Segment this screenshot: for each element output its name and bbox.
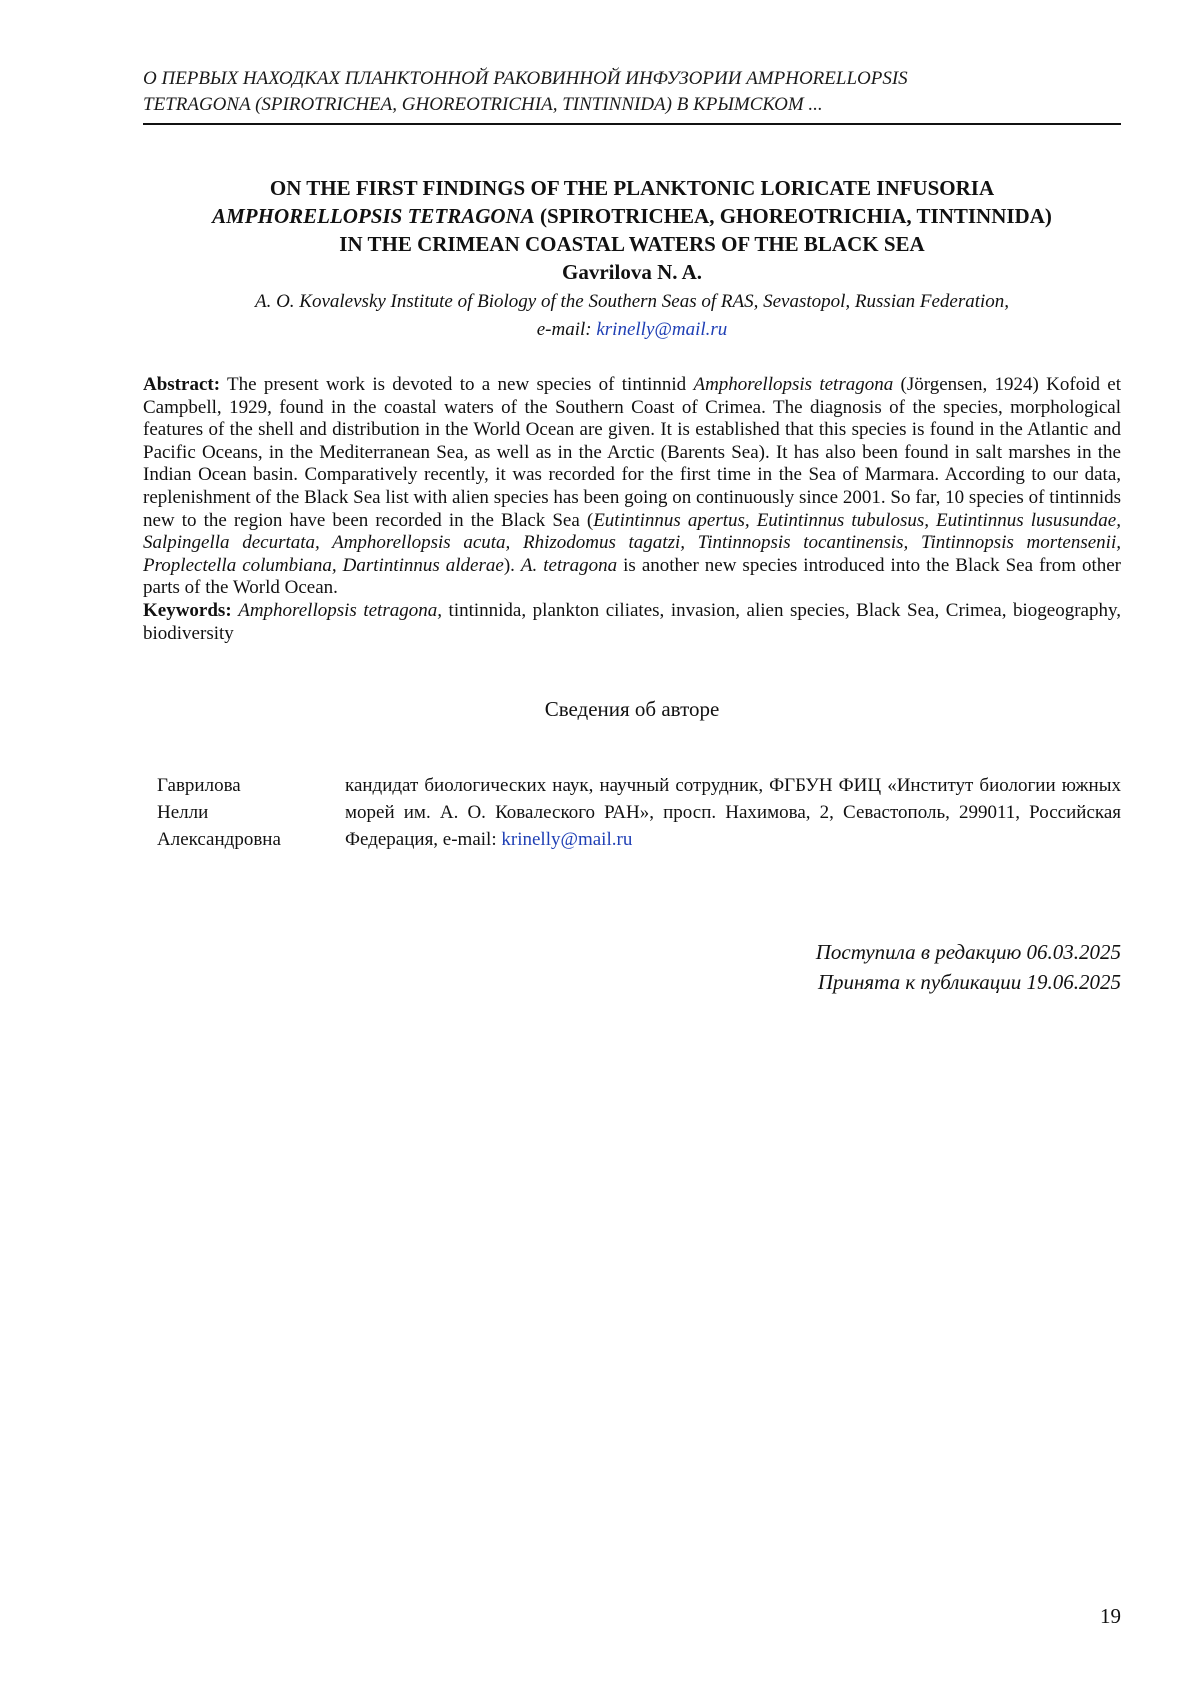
author-details-text: кандидат биологических наук, научный сотрудник, ФГБУН ФИЦ «Институт биологии южных морей им. А. О. Ковалеского РАН», просп. Нахимова, 2, Севастополь, 299011, Российская Федерация, e-mail: [345, 775, 1121, 850]
email-label: e-mail: [536, 319, 597, 340]
keywords-label: Keywords: [143, 599, 232, 621]
author-surname: Гаврилова [157, 775, 241, 796]
abstract-species-1: Amphorellopsis tetragona [693, 374, 894, 395]
author-email-line [120, 316, 1144, 344]
abstract-block [143, 374, 1121, 645]
accepted-date: Принята к публикации 19.06.2025 [817, 970, 1121, 994]
abstract-paragraph [143, 374, 1121, 600]
received-date: Поступила в редакцию 06.03.2025 [815, 940, 1121, 964]
author-affiliation: A. O. Kovalevsky Institute of Biology of the Southern Seas of RAS, Sevastopol, Russian Federation, [254, 291, 1010, 312]
title-line-1: ON THE FIRST FINDINGS OF THE PLANKTONIC LORICATE INFUSORIA [269, 176, 995, 200]
abstract-species-2: A. tetragona [520, 554, 618, 576]
email-link[interactable]: krinelly@mail.ru [596, 319, 728, 340]
title-block [120, 174, 1144, 344]
header-divider [143, 123, 1121, 125]
author-details-email-link[interactable]: krinelly@mail.ru [501, 829, 633, 850]
submission-dates [700, 937, 1121, 997]
running-header-line-2: TETRAGONA (SPIROTRICHEA, GHOREOTRICHIA, TINTINNIDA) В КРЫМСКОМ ... [143, 94, 823, 115]
keywords-list: tintinnida, plankton ciliates, invasion, alien species, Black Sea, Crimea, biogeography, biodiversity [143, 599, 1121, 644]
title-species-name: AMPHORELLOPSIS TETRAGONA [212, 204, 535, 228]
title-line-3: IN THE CRIMEAN COASTAL WATERS OF THE BLACK SEA [339, 232, 925, 256]
abstract-text-2: (Jörgensen, 1924) Kofoid et Campbell, 1929, found in the coastal waters of the Southern Coast of Crimea. The diagnosis of the species, morphological features of the shell and distribution in the World Ocean are given. It is established that this species is found in the Atlantic and Pacific Oceans, in the Mediterranean Sea, as well as in the Arctic (Barents Sea). It has also been found in salt marshes in the Indian Ocean basin. Comparatively recently, it was recorded for the first time in the Sea of Marmara. According to our data, replenishment of the Black Sea list with alien species has been going on continuously since 2001. So far, 10 species of tintinnids new to the region have been recorded in the Black Sea ( [143, 374, 1121, 531]
author-full-name [157, 772, 327, 853]
abstract-text-3: ). [503, 554, 521, 576]
running-header-line-1: О ПЕРВЫХ НАХОДКАХ ПЛАНКТОННОЙ РАКОВИННОЙ ИНФУЗОРИИ AMPHORELLOPSIS [143, 68, 908, 89]
running-header [143, 66, 1121, 118]
title-line-2 [120, 202, 1144, 230]
keywords-species: Amphorellopsis tetragona, [238, 599, 442, 621]
abstract-text-4: is another new species introduced into the Black Sea from other parts of the World Ocean. [143, 554, 1122, 599]
title-line-2-rest: (SPIROTRICHEA, GHOREOTRICHIA, TINTINNIDA) [534, 204, 1052, 228]
abstract-species-list: Eutintinnus apertus, Eutintinnus tubulosus, Eutintinnus lususundae, Salpingella decurtata, Amphorellopsis acuta, Rhizodomus tagatzi, Tintinnopsis tocantinensis, Tintinnopsis mortensenii, Proplectella columbiana, Dartintinnus alderae [143, 509, 1121, 576]
page-number: 19 [1100, 1604, 1121, 1628]
author-details [345, 772, 1121, 853]
author-info-heading: Сведения об авторе [544, 697, 720, 721]
keywords-paragraph [143, 600, 1121, 645]
author-name: Gavrilova N. A. [562, 260, 702, 284]
author-patronymic: Александровна [157, 829, 281, 850]
abstract-text-1: The present work is devoted to a new species of tintinnid [220, 374, 694, 395]
abstract-label: Abstract: [143, 374, 221, 395]
author-first-name: Нелли [157, 802, 209, 823]
